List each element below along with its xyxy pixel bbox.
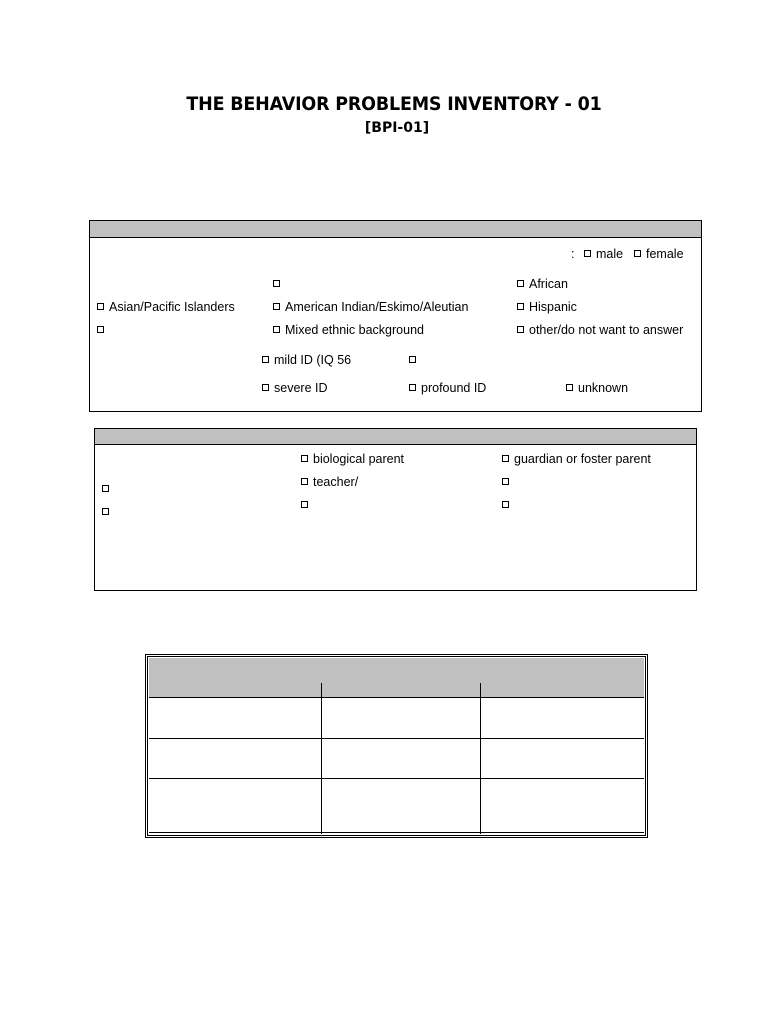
id-level-option[interactable]: mild ID (IQ 56 <box>262 352 351 368</box>
table-cell[interactable] <box>482 739 642 777</box>
table-cell[interactable] <box>150 779 320 831</box>
column-divider <box>321 683 322 834</box>
checkbox-icon[interactable] <box>102 508 109 515</box>
checkbox-icon[interactable] <box>634 250 641 257</box>
checkbox-icon[interactable] <box>502 455 509 462</box>
table-cell[interactable] <box>482 698 642 737</box>
form-code: [BPI-01] <box>364 120 430 136</box>
checkbox-icon[interactable] <box>517 303 524 310</box>
table-cell[interactable] <box>150 698 320 737</box>
checkbox-icon[interactable] <box>409 384 416 391</box>
demographics-section <box>89 220 702 412</box>
id-level-option[interactable]: unknown <box>566 380 628 396</box>
checkbox-icon[interactable] <box>517 280 524 287</box>
ethnicity-option[interactable]: Mixed ethnic background <box>273 322 424 338</box>
checkbox-icon[interactable] <box>502 478 509 485</box>
table-cell[interactable] <box>323 698 479 737</box>
gender-option-male[interactable]: male <box>584 246 623 262</box>
gender-option-female[interactable]: female <box>634 246 684 262</box>
column-divider <box>480 683 481 834</box>
ethnicity-option[interactable]: Hispanic <box>517 299 577 315</box>
checkbox-icon[interactable] <box>262 384 269 391</box>
id-level-option[interactable] <box>409 352 421 368</box>
table-cell[interactable] <box>323 779 479 831</box>
form-title: THE BEHAVIOR PROBLEMS INVENTORY - 01 <box>186 93 602 115</box>
informant-option[interactable] <box>502 474 514 490</box>
checkbox-icon[interactable] <box>301 501 308 508</box>
ethnicity-option[interactable]: African <box>517 276 568 292</box>
checkbox-icon[interactable] <box>262 356 269 363</box>
checkbox-icon[interactable] <box>409 356 416 363</box>
checkbox-icon[interactable] <box>97 326 104 333</box>
ethnicity-option[interactable]: Asian/Pacific Islanders <box>97 299 235 315</box>
ethnicity-option[interactable]: American Indian/Eskimo/Aleutian <box>273 299 468 315</box>
checkbox-icon[interactable] <box>273 303 280 310</box>
checkbox-icon[interactable] <box>301 478 308 485</box>
informant-option[interactable] <box>301 497 313 513</box>
ethnicity-option[interactable] <box>273 276 285 292</box>
ethnicity-option[interactable] <box>97 322 109 338</box>
id-level-option[interactable]: profound ID <box>409 380 486 396</box>
checkbox-icon[interactable] <box>102 485 109 492</box>
informant-option[interactable]: biological parent <box>301 451 404 467</box>
ethnicity-option[interactable]: other/do not want to answer <box>517 322 683 338</box>
id-level-option[interactable]: severe ID <box>262 380 328 396</box>
informant-option[interactable] <box>502 497 514 513</box>
checkbox-icon[interactable] <box>502 501 509 508</box>
table-cell[interactable] <box>482 779 642 831</box>
checkbox-icon[interactable] <box>517 326 524 333</box>
rating-table-column-header-row <box>149 683 644 698</box>
informant-header <box>95 429 696 445</box>
informant-option[interactable] <box>102 481 114 497</box>
informant-option[interactable]: guardian or foster parent <box>502 451 651 467</box>
checkbox-icon[interactable] <box>584 250 591 257</box>
rating-table-title-row <box>149 658 644 684</box>
rating-table <box>145 654 648 838</box>
checkbox-icon[interactable] <box>97 303 104 310</box>
informant-option[interactable]: teacher/ <box>301 474 358 490</box>
gender-colon: : <box>571 247 575 261</box>
row-divider <box>149 832 644 833</box>
table-cell[interactable] <box>150 739 320 777</box>
checkbox-icon[interactable] <box>273 280 280 287</box>
informant-section <box>94 428 697 591</box>
table-cell[interactable] <box>323 739 479 777</box>
checkbox-icon[interactable] <box>566 384 573 391</box>
demographics-header <box>90 221 701 238</box>
informant-option[interactable] <box>102 504 114 520</box>
checkbox-icon[interactable] <box>301 455 308 462</box>
checkbox-icon[interactable] <box>273 326 280 333</box>
